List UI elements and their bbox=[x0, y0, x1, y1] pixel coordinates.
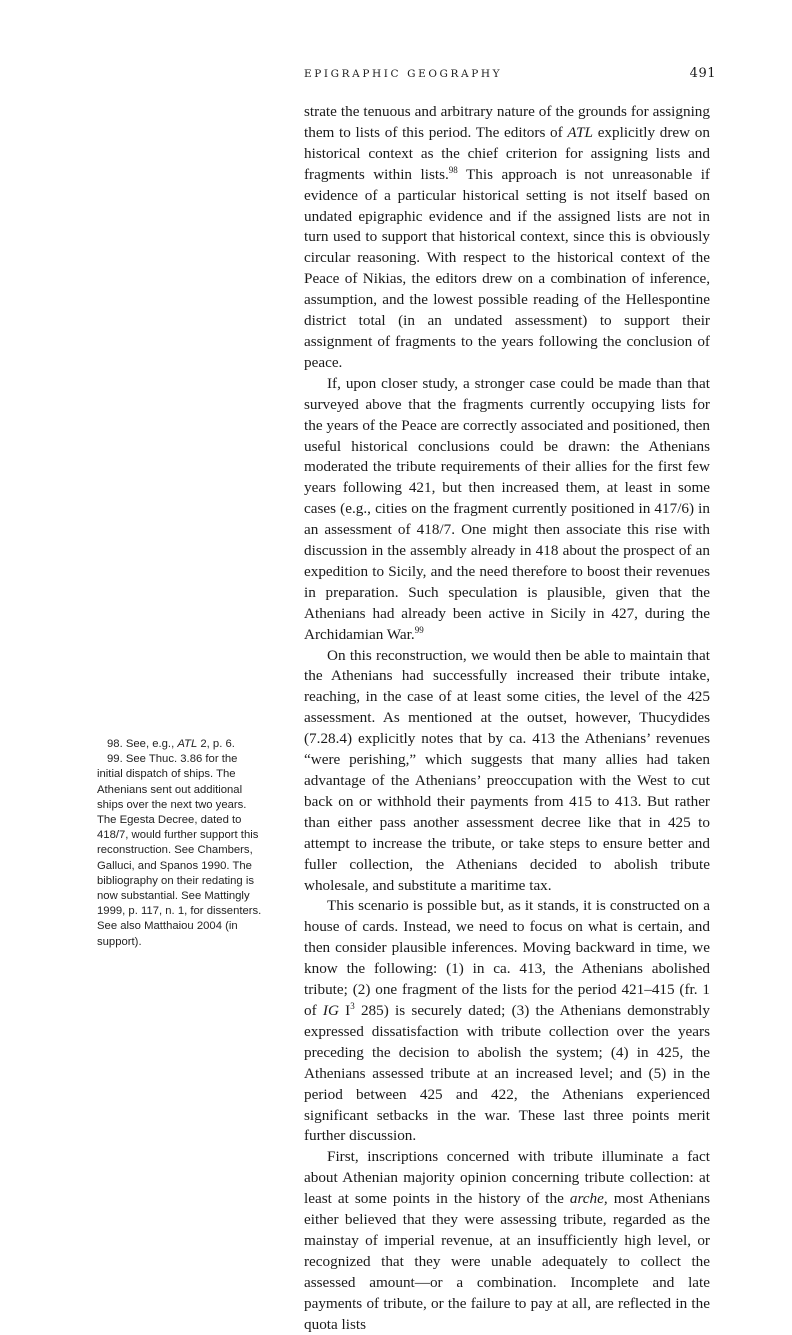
main-text bbox=[304, 102, 710, 1335]
text-run: strate the tenuous and arbitrary nature of the grounds for assigning them to lists of this period. The editors of bbox=[304, 103, 710, 141]
text-run: 2, p. 6. bbox=[197, 738, 235, 750]
text-run: I bbox=[338, 1001, 351, 1019]
page-header bbox=[304, 66, 716, 84]
text-run: explicitly drew on historical context as the chief criterion for assigning lists and fragments within lists. bbox=[304, 123, 710, 183]
page-number: 491 bbox=[689, 66, 716, 81]
footnote-99: 99. See Thuc. 3.86 for the initial dispatch of ships. The Athenians sent out additional ships over the next two years. The Egesta Decree, dated to 418/7, would further support this reconstruction. See Chambers, Galluci, and Spanos 1990. The bibliography on their redating is now substantial. See Mattingly 1999, p. 117, n. 1, for dissenters. See also Matthaiou 2004 (in support). bbox=[97, 753, 262, 948]
italic-run: arche, bbox=[569, 1190, 608, 1208]
footnote-ref-99: 99 bbox=[414, 624, 424, 635]
paragraph-5 bbox=[304, 1147, 710, 1335]
paragraph-4 bbox=[304, 896, 710, 1147]
paragraph-2 bbox=[304, 374, 710, 646]
footnote-ref-98: 98 bbox=[448, 164, 458, 175]
paragraph-1 bbox=[304, 102, 710, 374]
text-run: 285) is securely dated; (3) the Athenians demonstrably expressed dissatisfaction with tribute collection over the years preceding the decision to abolish the system; (4) in 425, the Athenians assessed tribute at an increased level; and (5) in the period between 425 and 422, the Athenians experienced significant setbacks in the war. These last three points merit further discussion. bbox=[304, 1001, 710, 1145]
text-run: This approach is not unreasonable if evidence of a particular historical setting is not itself based on undated epigraphic evidence and if the assigned lists are not in turn used to support that historical context, since this is obviously circular reasoning. With respect to the historical context of the Peace of Nikias, the editors drew on a combination of inference, assumption, and the lowest possible reading of the Hellespontine district total (in an undated assessment) to support their assignment of fragments to the years following the conclusion of peace. bbox=[304, 165, 710, 371]
running-head: EPIGRAPHIC GEOGRAPHY bbox=[304, 68, 503, 80]
italic-run: IG bbox=[322, 1001, 339, 1019]
text-run: 98. See, e.g., bbox=[107, 738, 178, 750]
text-run: If, upon closer study, a stronger case could be made than that surveyed above that the fragments currently occupying lists for the years of the Peace are correctly associated and positioned, then useful historical conclusions could be drawn: the Athenians moderated the tribute requirements of their allies for the first few years following 421, but then increased them, at least in some cases (e.g., cities on the fragment currently positioned in 417/6) in an assessment of 418/7. One might then associate this rise with discussion in the assembly already in 418 about the prospect of an expedition to Sicily, and the need therefore to boost their revenues in preparation. Such speculation is plausible, given that the Athenians had already been active in Sicily in 427, during the Archidamian War. bbox=[304, 374, 710, 643]
italic-run: ATL bbox=[177, 738, 198, 750]
italic-run: ATL bbox=[567, 123, 593, 141]
paragraph-3: On this reconstruction, we would then be able to maintain that the Athenians had successfully increased their tribute intake, reaching, in the case of at least some cities, the level of the 425 assessment. As mentioned at the outset, however, Thucydides (7.28.4) explicitly notes that by ca. 413 the Athenians’ revenues “were perishing,” which suggests that many allies had taken advantage of the Athenians’ preoccupation with the West to cut back on or withhold their payments from 415 to 413. But rather than either pass another assessment decree like that in 425 to attempt to increase the tribute, or take steps to ensure better and fuller collection, the Athenians decided to abolish tribute wholesale, and substitute a maritime tax. bbox=[304, 646, 710, 894]
footnote-98 bbox=[97, 737, 263, 752]
footnotes bbox=[97, 737, 263, 950]
text-run: First, inscriptions concerned with tribute illuminate a fact about Athenian majority opinion concerning tribute collection: at least at some points in the history of the bbox=[304, 1148, 710, 1208]
text-run: This scenario is possible but, as it stands, it is constructed on a house of cards. Instead, we need to focus on what is certain, and then consider plausible inferences. Moving backward in time, we know the following: (1) in ca. 413, the Athenians abolished tribute; (2) one fragment of the lists for the period 421–415 (fr. 1 of bbox=[304, 897, 710, 1019]
superscript: 3 bbox=[350, 1000, 355, 1011]
text-run: most Athenians either believed that they were assessing tribute, regarded as the mainstay of imperial revenue, at an insufficiently high level, or recognized that they were unable adequately to collect the assessed amount—or a combination. Incomplete and late payments of tribute, or the failure to pay at all, are reflected in the quota lists bbox=[304, 1190, 710, 1333]
